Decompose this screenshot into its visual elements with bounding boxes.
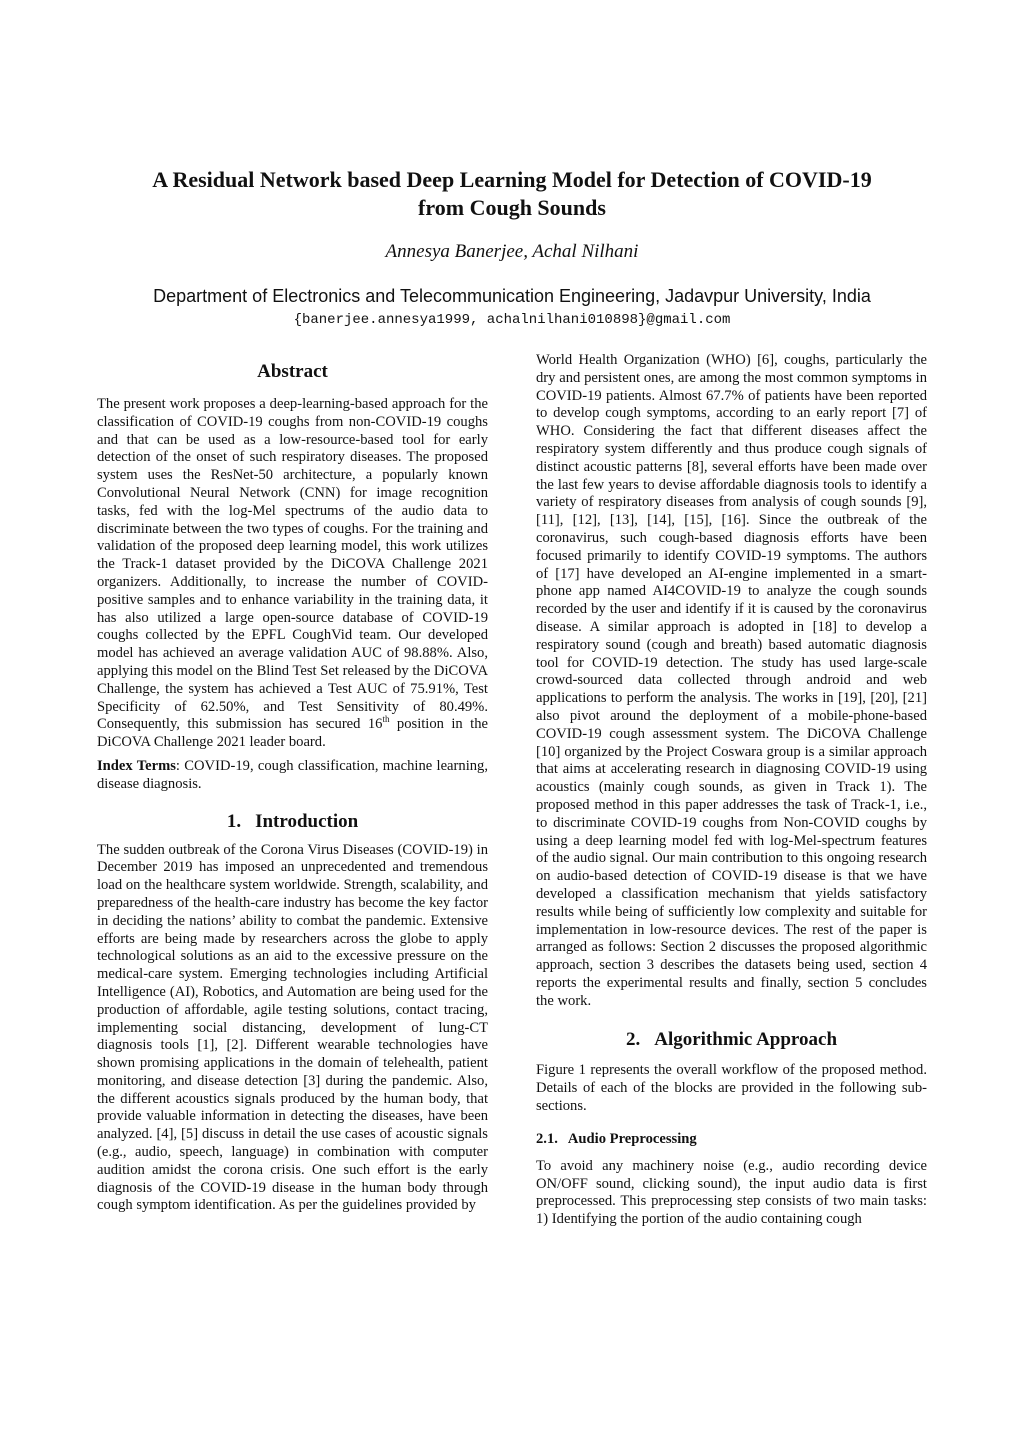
affiliation: Department of Electronics and Telecommunication Engineering, Jadavpur University, India xyxy=(153,286,871,306)
index-terms xyxy=(97,758,488,794)
index-terms-text: : COVID-19, cough classification, machine learning, disease diagnosis. xyxy=(97,757,488,792)
subsection-title: Audio Preprocessing xyxy=(567,1130,697,1147)
introduction-text-left: The sudden outbreak of the Corona Virus Diseases (COVID-19) in December 2019 has imposed an unprecedented and tremendous load on the healthcare system worldwide. Strength, scalability, and preparedness of the health-care industry has become the key factor in deciding the nations’ ability to combat the pandemic. Extensive efforts are being made by researchers across the globe to apply technological solutions as an aid to the excessive pressure on the medical-care system. Emerging technologies including Artificial Intelligence (AI), Robotics, and Automation are being used for the production of affordable, agile testing solutions, contact tracing, implementing social distancing, development of lung-CT diagnosis tools [1], [2]. Different wearable technologies have shown promising applications in the domain of telehealth, patient monitoring, and disease detection [3] during the pandemic. Also, the different acoustics signals produced by the human body, that provide valuable information in detecting the diseases, have been analyzed. [4], [5] discuss in detail the use cases of acoustic signals (e.g., audio, speech, language) in combination with computer audition amidst the corona crisis. One such effort is the early diagnosis of the COVID-19 disease in the human body through cough symptom identification. As per the guidelines provided by xyxy=(97,841,488,1214)
left-column xyxy=(97,352,488,1215)
abstract-text xyxy=(97,396,488,752)
section-title: Algorithmic Approach xyxy=(654,1029,838,1051)
abstract-body-end: position in the DiCOVA Challenge 2021 leader board. xyxy=(97,716,488,751)
section-heading-algorithmic-approach xyxy=(536,1028,927,1052)
subsection-heading-audio-preprocessing xyxy=(536,1130,927,1148)
section-number: 1. xyxy=(226,810,242,832)
abstract-heading: Abstract xyxy=(257,361,328,382)
index-terms-label: Index Terms xyxy=(97,757,176,774)
ordinal-suffix: th xyxy=(382,714,390,725)
subsection-number: 2.1. xyxy=(536,1130,558,1147)
author-emails: {banerjee.annesya1999, achalnilhani010898}@gmail.com xyxy=(293,312,731,328)
algorithmic-approach-text: Figure 1 represents the overall workflow of the proposed method. Details of each of the blocks are provided in the following sub-sections. xyxy=(536,1062,927,1115)
author-names: Annesya Banerjee, Achal Nilhani xyxy=(385,241,639,262)
right-column xyxy=(536,352,927,1229)
title-line-1: A Residual Network based Deep Learning Model for Detection of COVID-19 xyxy=(152,167,872,192)
section-number: 2. xyxy=(625,1029,641,1051)
introduction-text-right: World Health Organization (WHO) [6], coughs, particularly the dry and persistent ones, are among the most common symptoms in COVID-19 patients. Almost 67.7% of patients have been reported to develop cough symptoms, according to an early report [7] of WHO. Considering the fact that different diseases affect the respiratory system differently and thus produce cough signals of distinct acoustic patterns [8], several efforts have been made over the last few years to devise affordable diagnosis tools to identify a variety of respiratory diseases from analysis of cough sounds [9], [11], [12], [13], [14], [15], [16]. Since the outbreak of the coronavirus, such cough-based diagnosis efforts have been focused primarily to identify COVID-19 symptoms. The authors of [17] have developed an AI-engine implemented in a smart-phone app named AI4COVID-19 to analyze the cough sounds recorded by the user and identify if it is caused by the coronavirus disease. A similar approach is adopted in [18] to develop a respiratory sound (cough and breath) based automatic diagnosis tool for COVID-19 detection. The study has used large-scale crowd-sourced data collected through android and web applications to perform the analysis. The works in [19], [20], [21] also pivot around the deployment of a mobile-phone-based COVID-19 cough assessment system. The DiCOVA Challenge [10] organized by the Project Coswara group is a similar approach that aims at accelerating research in diagnosing COVID-19 using acoustics (mainly cough sounds, as given in Track 1). The proposed method in this paper addresses the task of Track-1, i.e., to discriminate COVID-19 coughs from Non-COVID coughs by using a deep learning model fed with log-Mel-spectrum features of the audio signal. Our main contribution to this ongoing research on audio-based detection of COVID-19 disease is that we have developed a classification mechanism that yields satisfactory results while being of sufficiently low complexity and suitable for implementation in low-resource devices. The rest of the paper is arranged as follows: Section 2 discusses the proposed algorithmic approach, section 3 describes the datasets being used, section 4 reports the experimental results and finally, section 5 concludes the work. xyxy=(536,352,927,1009)
audio-preprocessing-text: To avoid any machinery noise (e.g., audio recording device ON/OFF sound, clicking sound), the input audio data is first preprocessed. This preprocessing step consists of two main tasks: 1) Identifying the portion of the audio containing cough xyxy=(536,1157,927,1228)
abstract-body: The present work proposes a deep-learning-based approach for the classification of COVID-19 coughs from non-COVID-19 coughs and that can be used as a low-resource-based tool for early detection of the onset of such respiratory diseases. The proposed system uses the ResNet-50 architecture, a popularly known Convolutional Neural Network (CNN) for image recognition tasks, fed with the log-Mel spectrums of the audio data to discriminate between the two types of coughs. For the training and validation of the proposed deep learning model, this work utilizes the Track-1 dataset provided by the DiCOVA Challenge 2021 organizers. Additionally, to increase the number of COVID-positive samples and to enhance variability in the training data, it has also utilized a large open-source database of COVID-19 coughs collected by the EPFL CoughVid team. Our developed model has achieved an average validation AUC of 98.88%. Also, applying this model on the Blind Test Set released by the DiCOVA Challenge, the system has achieved a Test AUC of 75.91%, Test Specificity of 62.50%, and Test Sensitivity of 80.49%. Consequently, this submission has secured 16 xyxy=(97,396,488,733)
section-title: Introduction xyxy=(255,810,359,832)
title-line-2: from Cough Sounds xyxy=(418,195,606,220)
section-heading-introduction xyxy=(97,810,488,834)
paper-title xyxy=(100,166,924,222)
